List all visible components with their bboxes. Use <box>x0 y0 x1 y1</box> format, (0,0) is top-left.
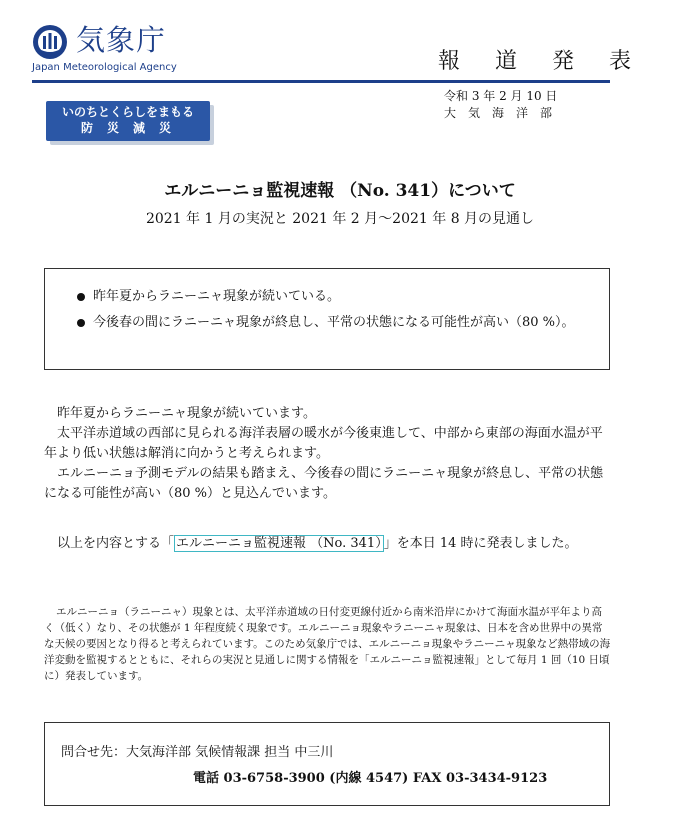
summary-box: 昨年夏からラニーニャ現象が続いている。 今後春の間にラニーニャ現象が終息し、平常の状態になる可能性が高い（80 %）。 <box>44 268 610 370</box>
report-link[interactable]: エルニーニョ監視速報 （No. 341） <box>176 536 382 551</box>
jma-logo <box>32 22 192 78</box>
announcement-after: 」を本日 14 時に発表しました。 <box>383 536 578 551</box>
header-divider <box>32 80 610 83</box>
press-release-label: 報 道 発 表 <box>438 49 645 74</box>
logo-english: Japan Meteorological Agency <box>32 62 177 73</box>
badge-face <box>46 101 210 141</box>
department: 大 気 海 洋 部 <box>444 106 553 120</box>
page-title: エルニーニョ監視速報 （No. 341）について <box>164 181 516 201</box>
bullet-dot-icon <box>77 319 85 327</box>
announcement-before: 以上を内容とする「 <box>57 536 175 551</box>
contact-box <box>44 722 610 806</box>
body-paragraph: 太平洋赤道域の西部に見られる海洋表層の暖水が今後東進して、中部から東部の海面水温が平年より低い状態は解消に向かうと考えられます。 <box>44 426 603 461</box>
body-paragraph: エルニーニョ予測モデルの結果も踏まえ、今後春の間にラニーニャ現象が終息し、平常の状態になる可能性が高い（80 %）と見込んでいます。 <box>44 466 604 501</box>
body-text <box>44 404 612 504</box>
contact-phone: 電話 03-6758-3900 (内線 4547) FAX 03-3434-9123 <box>193 771 548 786</box>
body-paragraph: 昨年夏からラニーニャ現象が続いています。 <box>57 406 316 421</box>
page-subtitle: 2021 年 1 月の実況と 2021 年 2 月～2021 年 8 月の見通し <box>145 211 535 227</box>
logo-japanese: 気象庁 <box>76 23 167 57</box>
release-info <box>444 88 557 122</box>
explanatory-note: エルニーニョ（ラニーニャ）現象とは、太平洋赤道域の日付変更線付近から南米沿岸にかけて海面水温が平年より高く（低く）なり、その状態が 1 年程度続く現象です。エルニーニョ現象やラニーニャ現象は、日本を含め世界中の異常な天候の要因となり得ると考えられています。このため気象庁では、エルニーニョ現象やラニーニャ現象など熱帯域の海洋変動を監視するとともに、それらの実況と見通しに関する情報を「エルニーニョ監視速報」として毎月 1 回（10 日頃に）発表しています。 <box>44 606 611 682</box>
badge-title: 防災減災 <box>80 121 185 135</box>
jma-emblem-icon <box>32 24 68 60</box>
announcement-paragraph <box>44 534 612 554</box>
release-date: 令和 3 年 2 月 10 日 <box>444 89 558 103</box>
contact-person: 問合せ先：大気海洋部 気候情報課 担当 中三川 <box>61 745 334 760</box>
disaster-prevention-badge <box>46 101 216 145</box>
badge-slogan: いのちとくらしをまもる <box>61 105 194 119</box>
bullet-dot-icon <box>77 293 85 301</box>
